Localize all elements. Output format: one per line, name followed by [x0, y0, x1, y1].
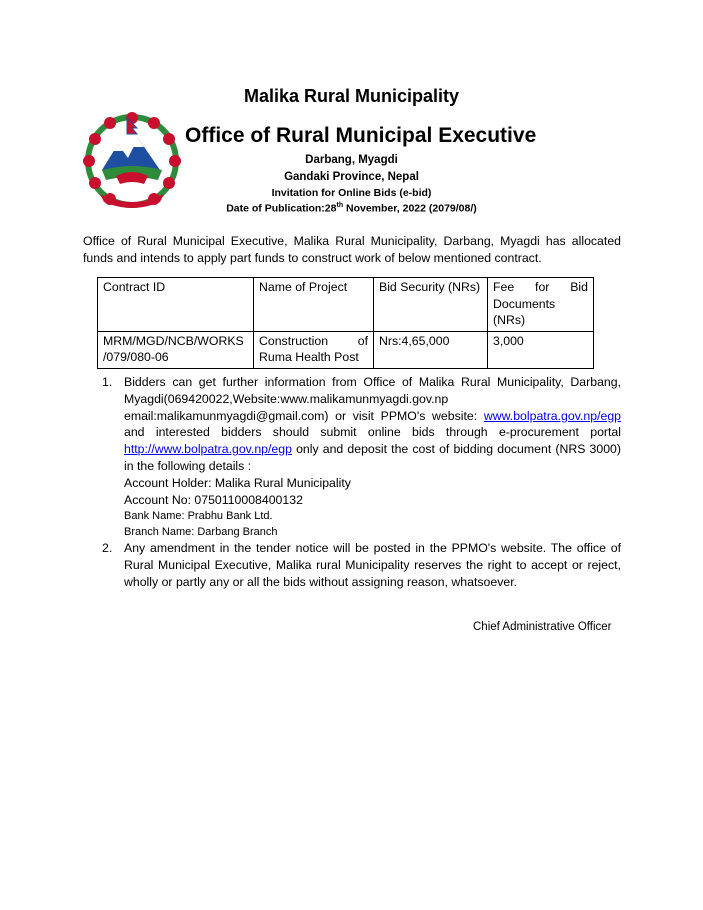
project-name-cell: Construction of Ruma Health Post [254, 331, 374, 368]
point-text: Any amendment in the tender notice will be posted in the PPMO's website. The office of Rural Municipal Executive, Malika rural Municipality reserves the right to accept or reject, wholly or partly any or all the bids without assigning reason, whatsoever. [124, 541, 621, 589]
point-text: only and deposit the cost of bidding document (NRS 3000) in the following details : [124, 442, 621, 473]
municipality-title: Malika Rural Municipality [243, 86, 460, 106]
province-line: Gandaki Province, Nepal [284, 171, 419, 183]
header-cell: Name of Project [254, 278, 374, 332]
table-row [98, 331, 594, 368]
header-cell: Fee for Bid Documents (NRs) [488, 278, 594, 332]
point-text: Bidders can get further information from Office of Malika Rural Municipality, Darbang, Myagdi(069420022,Website:www.malikamunmyagdi.gov.np email:malikamunmyagdi@gmail.com) or visit PPMO's website: [124, 375, 621, 423]
publication-date-line: Date of Publication:28th November, 2022 (2079/08/) [226, 202, 477, 215]
account-number: Account No: 0750110008400132 [124, 492, 303, 507]
fee-cell: 3,000 [488, 331, 594, 368]
intro-paragraph: Office of Rural Municipal Executive, Malika Rural Municipality, Darbang, Myagdi has allocated funds and intends to apply part funds to construct work of below mentioned contract. [83, 234, 621, 265]
account-holder: Account Holder: Malika Rural Municipality [124, 475, 351, 490]
point-text: and interested bidders should submit online bids through e-procurement portal [124, 425, 621, 440]
instructions-list [83, 374, 621, 591]
office-title: Office of Rural Municipal Executive [185, 124, 537, 147]
header-cell: Bid Security (NRs) [374, 278, 488, 332]
contract-table [97, 277, 594, 369]
bolpatra-link[interactable]: www.bolpatra.gov.np/egp [483, 408, 622, 423]
contract-id-cell: MRM/MGD/NCB/WORKS /079/080-06 [98, 331, 254, 368]
bolpatra-portal-link[interactable]: http://www.bolpatra.gov.np/egp [124, 442, 292, 457]
table-header-row [98, 278, 594, 332]
list-item [83, 374, 621, 540]
bank-name: Bank Name: Prabhu Bank Ltd. [124, 510, 273, 523]
list-item [83, 540, 621, 590]
location-line: Darbang, Myagdi [305, 154, 398, 166]
list-number: 2. [102, 541, 113, 556]
bid-security-cell: Nrs:4,65,000 [374, 331, 488, 368]
list-number: 1. [102, 375, 113, 389]
notice-type-line: Invitation for Online Bids (e-bid) [271, 187, 432, 199]
branch-name: Branch Name: Darbang Branch [124, 526, 278, 539]
signature-title: Chief Administrative Officer [473, 621, 612, 633]
header-cell: Contract ID [98, 278, 254, 332]
